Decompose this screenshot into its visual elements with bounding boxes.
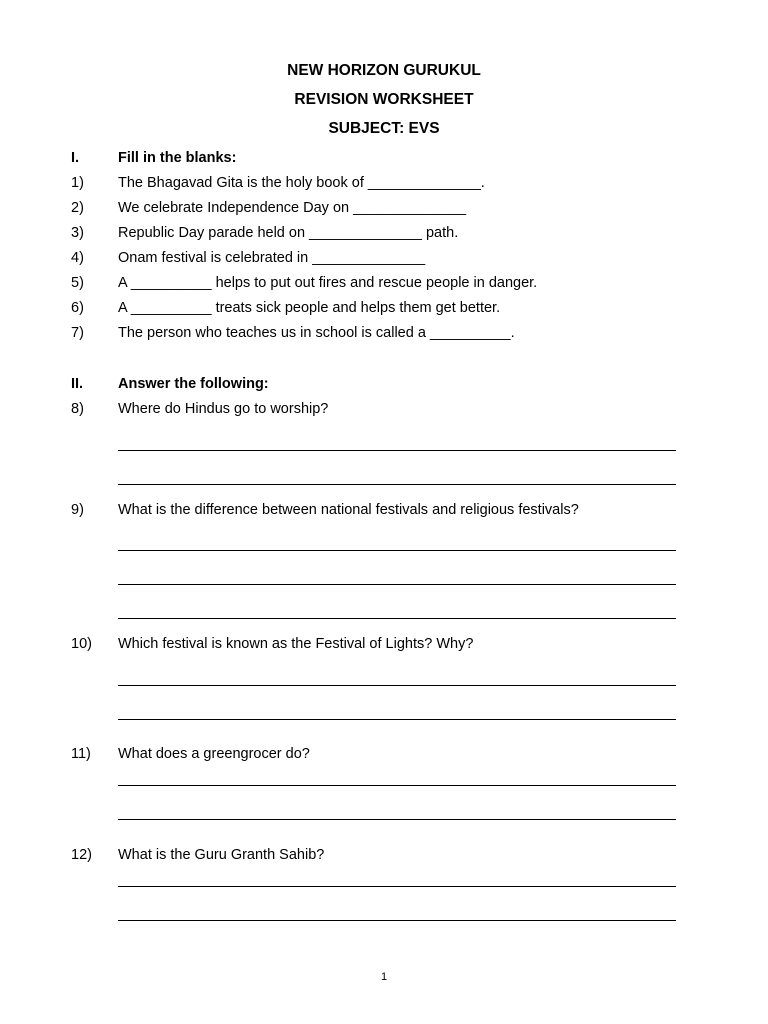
page-number: 1 — [380, 971, 388, 983]
answer-line[interactable] — [118, 719, 676, 720]
answer-line[interactable] — [118, 584, 676, 585]
question-number: 9) — [71, 502, 84, 518]
worksheet-title: REVISION WORKSHEET — [294, 91, 474, 108]
question-text: Which festival is known as the Festival of Lights? Why? — [118, 636, 474, 652]
item-number: 4) — [71, 250, 84, 266]
question-text: What does a greengrocer do? — [118, 746, 310, 762]
question-text: Where do Hindus go to worship? — [118, 401, 329, 417]
question-number: 10) — [71, 636, 92, 652]
item-number: 2) — [71, 200, 84, 216]
answer-line[interactable] — [118, 550, 676, 551]
answer-line[interactable] — [118, 819, 676, 820]
subject-title: SUBJECT: EVS — [328, 120, 440, 137]
item-number: 7) — [71, 325, 84, 341]
section-heading: Fill in the blanks: — [118, 150, 237, 166]
fill-blank-item: The Bhagavad Gita is the holy book of ______________. — [118, 175, 485, 191]
school-name: NEW HORIZON GURUKUL — [287, 62, 481, 79]
question-text: What is the Guru Granth Sahib? — [118, 847, 325, 863]
question-number: 12) — [71, 847, 92, 863]
answer-line[interactable] — [118, 618, 676, 619]
fill-blank-item: Onam festival is celebrated in ______________ — [118, 250, 426, 266]
answer-line[interactable] — [118, 685, 676, 686]
section-heading: Answer the following: — [118, 376, 269, 392]
fill-blank-item: A __________ treats sick people and helps them get better. — [118, 300, 501, 316]
item-number: 5) — [71, 275, 84, 291]
answer-line[interactable] — [118, 886, 676, 887]
item-number: 1) — [71, 175, 84, 191]
section-numeral: I. — [71, 150, 80, 166]
question-number: 11) — [71, 746, 91, 762]
fill-blank-item: The person who teaches us in school is called a __________. — [118, 325, 515, 341]
question-number: 8) — [71, 401, 84, 417]
answer-line[interactable] — [118, 450, 676, 451]
answer-line[interactable] — [118, 785, 676, 786]
fill-blank-item: A __________ helps to put out fires and rescue people in danger. — [118, 275, 538, 291]
question-text: What is the difference between national festivals and religious festivals? — [118, 502, 579, 518]
answer-line[interactable] — [118, 920, 676, 921]
answer-line[interactable] — [118, 484, 676, 485]
item-number: 6) — [71, 300, 84, 316]
fill-blank-item: Republic Day parade held on ______________ path. — [118, 225, 459, 241]
item-number: 3) — [71, 225, 84, 241]
fill-blank-item: We celebrate Independence Day on ______________ — [118, 200, 467, 216]
section-numeral: II. — [71, 376, 84, 392]
